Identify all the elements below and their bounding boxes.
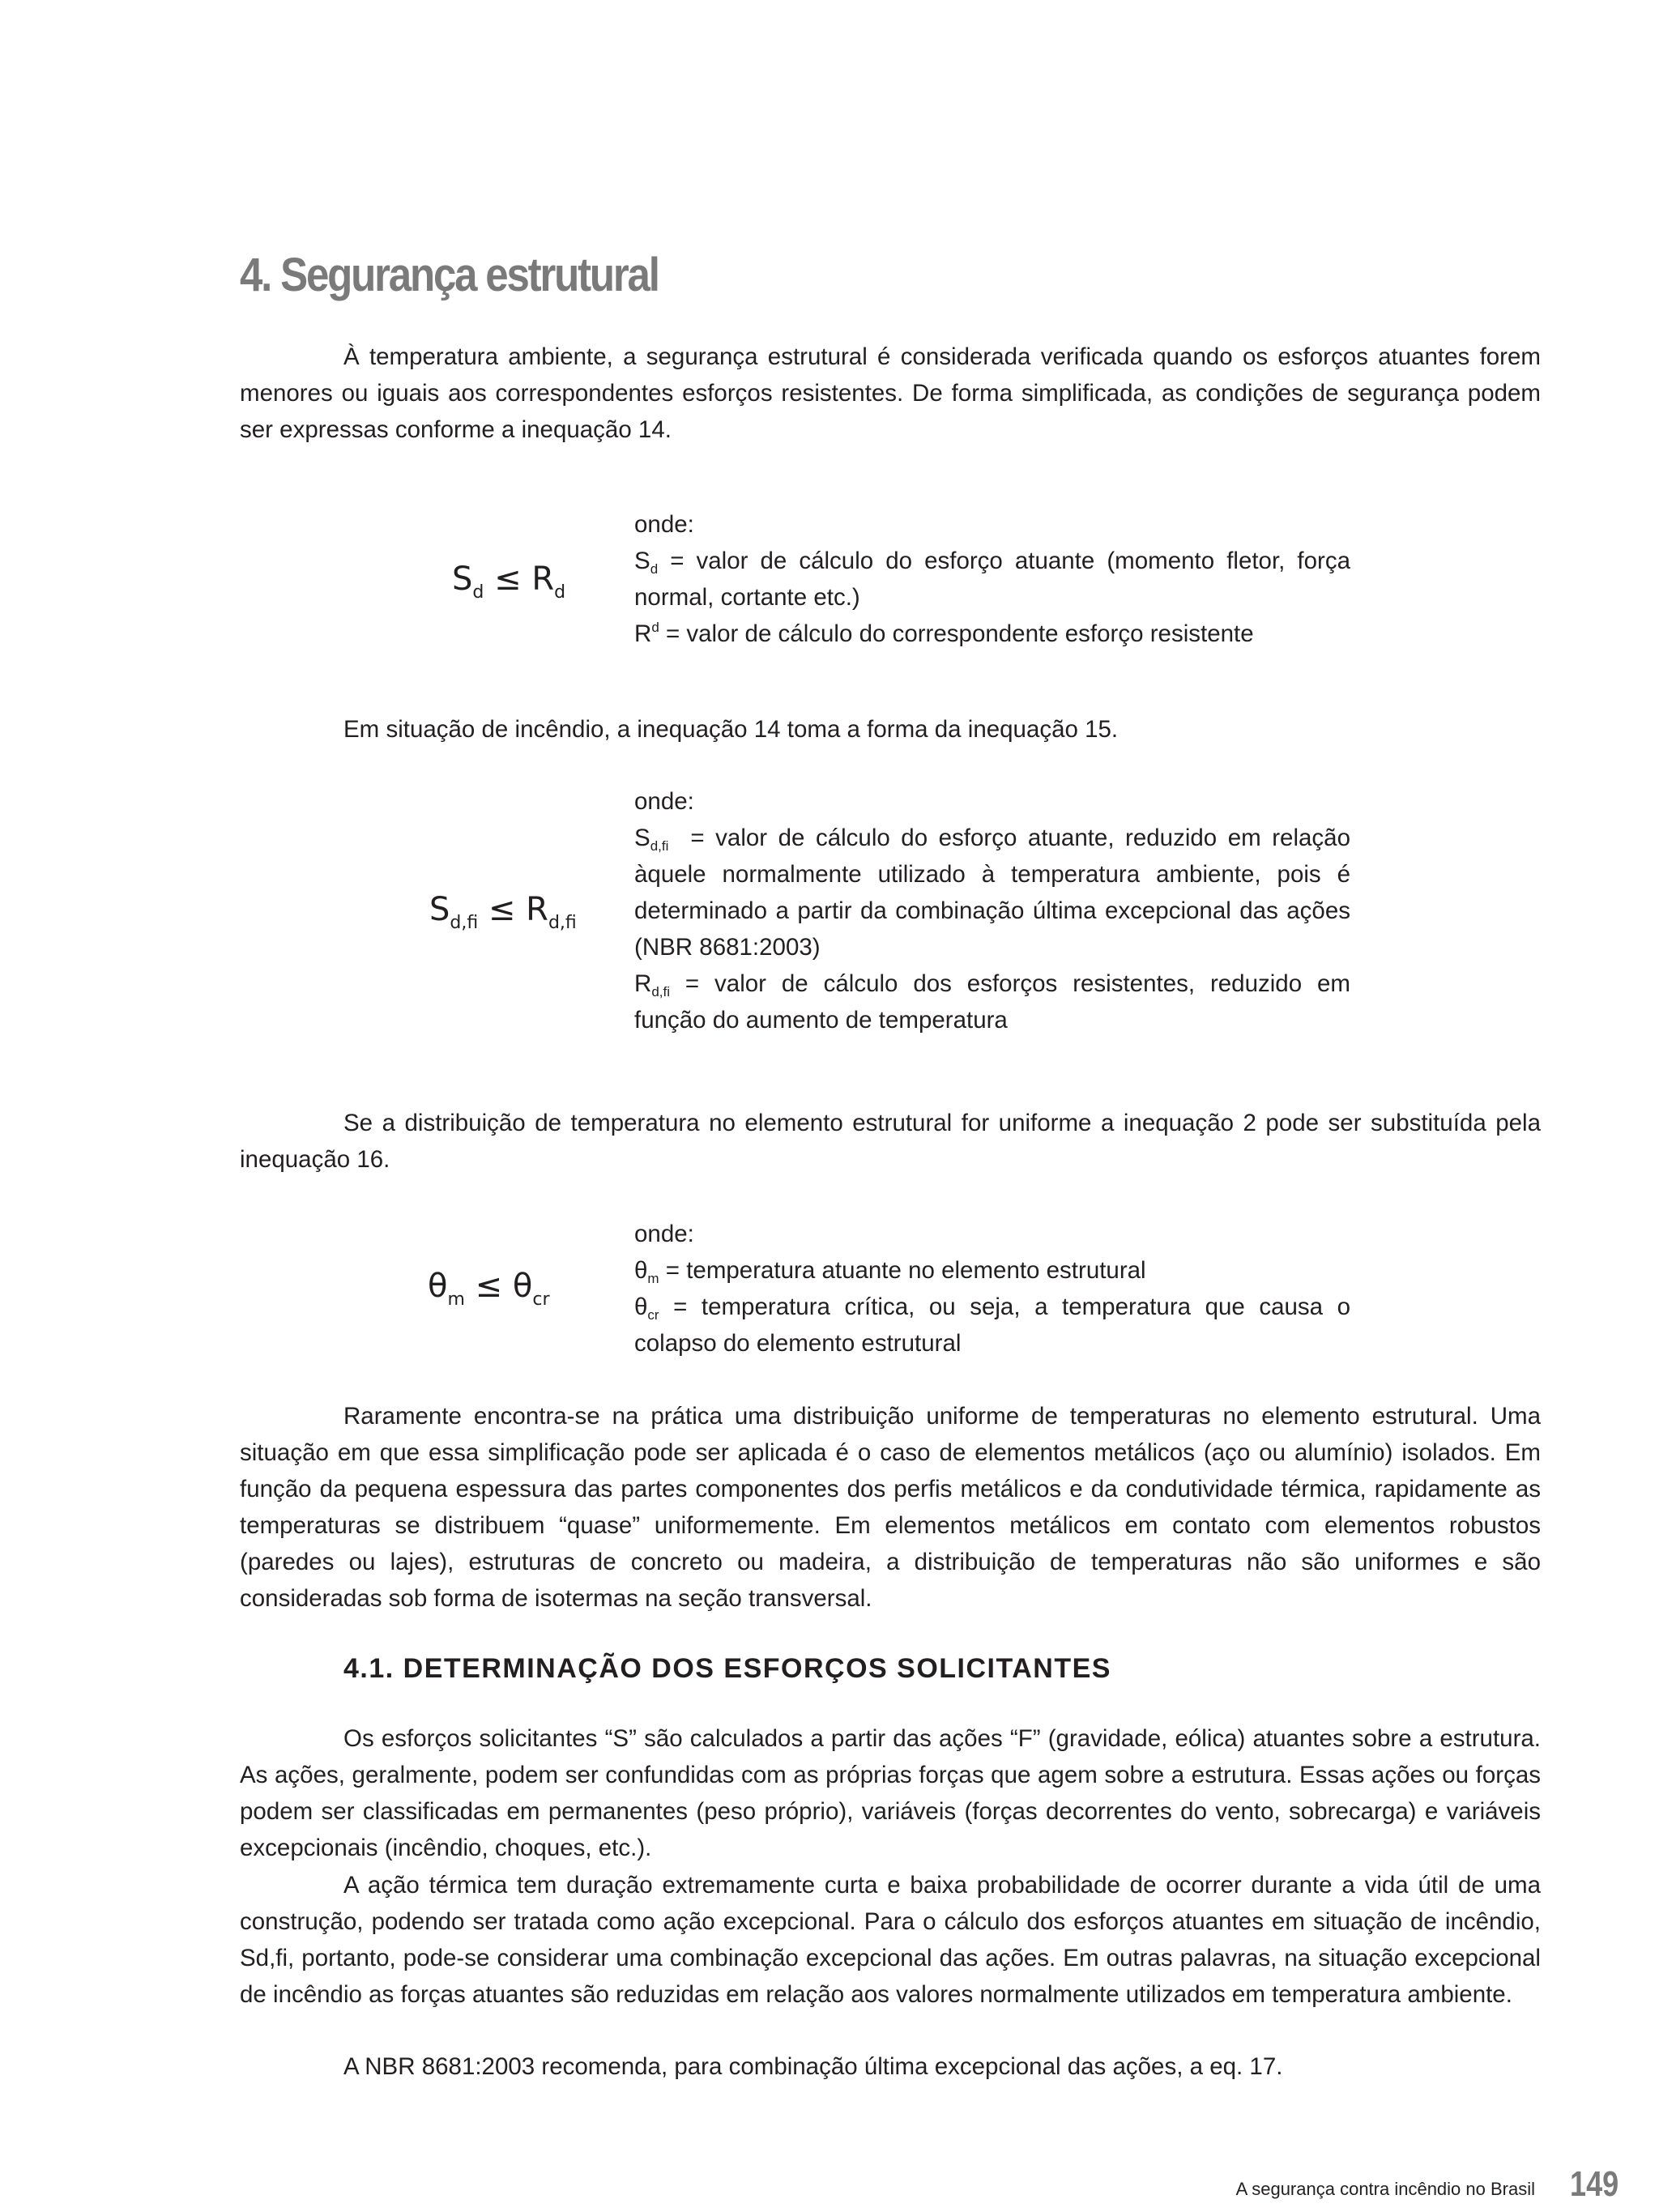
paragraph-intro: [240, 339, 1541, 448]
eq16-onde: onde:: [634, 1221, 694, 1247]
eq16-def-theta-m: $\theta_m$ = temperatura atuante no elemento estrutural: [634, 1257, 1146, 1286]
eq16-operator: ≤: [464, 1268, 513, 1305]
paragraph-actions: [240, 1720, 1541, 1866]
eq14-def-rd: $R^d$ = valor de cálculo do correspondente esforço resistente: [634, 620, 1254, 647]
eq16-def-theta-cr: $\theta_{cr}$ = temperatura crítica, ou seja, a temperatura que causa o colapso do elemento estrutural: [634, 1294, 1350, 1357]
eq15-rhs: R: [526, 891, 548, 928]
eq15-def-sdfi: $S_{d,fi}$ = valor de cálculo do esforço atuante, reduzido em relação àquele normalmente utilizado à temperatura ambiente, pois é determinado a partir da combinação última excepcional das ações (NBR 8681:2003): [634, 825, 1358, 961]
eq14-rhs: R: [531, 560, 555, 598]
eq16-lhs: θ: [428, 1268, 448, 1305]
eq16-rhs-sub: cr: [532, 1289, 550, 1310]
eq15-lhs: S: [429, 891, 450, 928]
paragraph-thermal-action: [240, 1867, 1541, 2013]
footer-book-title: A segurança contra incêndio no Brasil: [1235, 2179, 1535, 2199]
eq14-lhs-sub: d: [472, 582, 484, 603]
inequation-15: [429, 889, 577, 944]
eq14-def-sd: $S_d$ = valor de cálculo do esforço atuante (momento fletor, força normal, cortante etc.): [634, 548, 1350, 611]
paragraph-actions-text: Os esforços solicitantes “S” são calculados a partir das ações “F” (gravidade, eólica) atuantes sobre a estrutura. As ações, geralmente, podem ser confundidas com as próprias forças que agem sobre a estrutura. Essas ações ou forças podem ser classificadas em permanentes (peso próprio), variáveis (forças decorrentes do vento, sobrecarga) e variáveis excepcionais (incêndio, choques, etc.).: [240, 1725, 1541, 1861]
eq15-def-rdfi: $R_{d,fi}$ = valor de cálculo dos esforços resistentes, reduzido em função do aumento de temperatura: [634, 970, 1350, 1034]
paragraph-isotherms-text: Raramente encontra-se na prática uma distribuição uniforme de temperaturas no elemento estrutural. Uma situação em que essa simplificação pode ser aplicada é o caso de elementos metálicos (aço ou alumínio) isolados. Em função da pequena espessura das partes componentes dos perfis metálicos e da condutividade térmica, rapidamente as temperaturas se distribuem “quase” uniformemente. Em elementos metálicos em contato com elementos robustos (paredes ou lajes), estruturas de concreto ou madeira, a distribuição de temperaturas não são uniformes e são consideradas sob forma de isotermas na seção transversal.: [240, 1403, 1541, 1612]
paragraph-intro-text: À temperatura ambiente, a segurança estrutural é considerada verificada quando os esforços atuantes forem menores ou iguais aos correspondentes esforços resistentes. De forma simplificada, as condições de segurança podem ser expressas conforme a inequação 14.: [240, 343, 1541, 443]
inequation-16: [428, 1266, 550, 1320]
paragraph-fire-situation: [240, 711, 1541, 748]
paragraph-thermal-action-text: A ação térmica tem duração extremamente curta e baixa probabilidade de ocorrer durante a vida útil de uma construção, podendo ser tratada como ação excepcional. Para o cálculo dos esforços atuantes em situação de incêndio, Sd,fi, portanto, pode-se considerar uma combinação excepcional das ações. Em outras palavras, na situação excepcional de incêndio as forças atuantes são reduzidas em relação aos valores normalmente utilizados em temperatura ambiente.: [240, 1872, 1541, 2008]
paragraph-nbr: [240, 2048, 1541, 2085]
inequation-14: [452, 559, 565, 613]
eq14-onde: onde:: [634, 511, 694, 538]
eq16-definitions: [634, 1216, 1350, 1362]
paragraph-uniform: [240, 1105, 1541, 1178]
eq14-rhs-sub: d: [554, 582, 566, 603]
eq15-rhs-sub: d,fi: [548, 913, 577, 933]
paragraph-isotherms: [240, 1398, 1541, 1617]
eq15-operator: ≤: [478, 891, 527, 928]
page-title: 4. Segurança estrutural: [240, 249, 659, 301]
footer-page-number: 149: [1570, 2164, 1619, 2204]
eq15-onde: onde:: [634, 788, 694, 815]
paragraph-nbr-text: A NBR 8681:2003 recomenda, para combinação última excepcional das ações, a eq. 17.: [343, 2053, 1283, 2080]
section-heading-4-1: 4.1. DETERMINAÇÃO DOS ESFORÇOS SOLICITANTES: [343, 1653, 1111, 1684]
paragraph-fire-situation-text: Em situação de incêndio, a inequação 14 toma a forma da inequação 15.: [343, 716, 1119, 743]
eq14-lhs: S: [452, 560, 473, 598]
eq16-rhs: θ: [512, 1268, 533, 1305]
eq14-definitions: [634, 506, 1350, 652]
eq15-lhs-sub: d,fi: [450, 913, 479, 933]
paragraph-uniform-text: Se a distribuição de temperatura no elemento estrutural for uniforme a inequação 2 pode ser substituída pela inequação 16.: [240, 1110, 1541, 1173]
eq14-operator: ≤: [484, 560, 532, 598]
eq16-lhs-sub: m: [447, 1289, 465, 1310]
eq15-definitions: [634, 783, 1358, 1038]
